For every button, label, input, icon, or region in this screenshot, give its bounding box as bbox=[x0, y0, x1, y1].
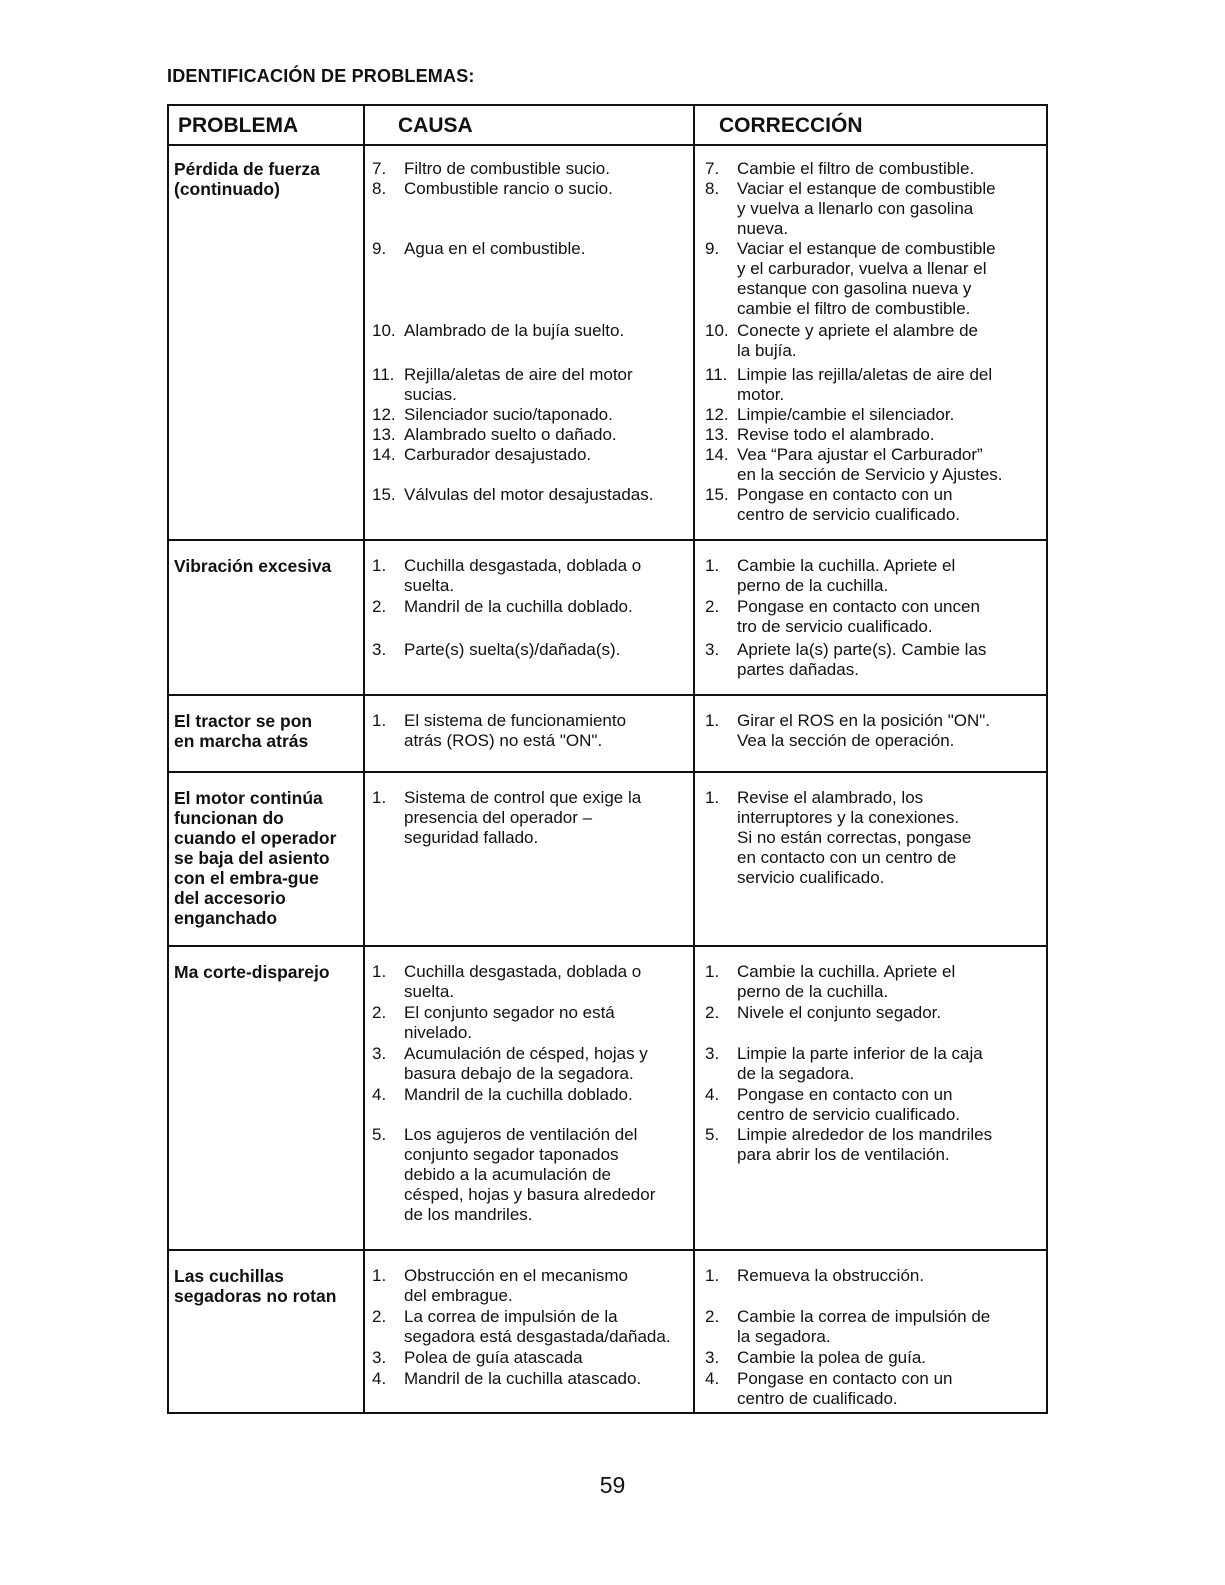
correction-item bbox=[705, 1348, 1039, 1368]
correction-item bbox=[705, 445, 1039, 485]
cause-item bbox=[372, 1003, 692, 1043]
item-number: 15. bbox=[705, 485, 729, 504]
cause-item bbox=[372, 556, 692, 596]
item-text: Cambie la polea de guía. bbox=[737, 1348, 927, 1367]
item-number: 3. bbox=[372, 1044, 387, 1063]
item-text: Cambie la correa de impulsión de la segadora. bbox=[737, 1307, 991, 1346]
item-number: 3. bbox=[372, 1348, 387, 1367]
item-text: Limpie/cambie el silenciador. bbox=[737, 405, 955, 424]
correction-item bbox=[705, 405, 1039, 425]
table-row bbox=[169, 1251, 1046, 1412]
correction-item bbox=[705, 485, 1039, 525]
item-number: 2. bbox=[705, 597, 720, 616]
cause-item bbox=[372, 485, 692, 505]
item-text: Pongase en contacto con un centro de servicio cualificado. bbox=[737, 1085, 961, 1124]
item-text: Agua en el combustible. bbox=[404, 239, 586, 258]
correction-item bbox=[705, 1125, 1039, 1165]
item-text: Apriete la(s) parte(s). Cambie las partes dañadas. bbox=[737, 640, 987, 679]
cause-item bbox=[372, 1266, 692, 1306]
correction-item bbox=[705, 179, 1039, 239]
item-text: Conecte y apriete el alambre de la bujía. bbox=[737, 321, 978, 360]
item-text: Filtro de combustible sucio. bbox=[404, 159, 610, 178]
item-number: 9. bbox=[705, 239, 720, 258]
correction-item bbox=[705, 640, 1039, 680]
cause-item bbox=[372, 179, 692, 199]
item-text: El sistema de funcionamiento atrás (ROS) no está "ON". bbox=[404, 711, 627, 750]
item-text: Válvulas del motor desajustadas. bbox=[404, 485, 654, 504]
item-number: 12. bbox=[705, 405, 729, 424]
item-text: Combustible rancio o sucio. bbox=[404, 179, 613, 198]
item-text: Parte(s) suelta(s)/dañada(s). bbox=[404, 640, 621, 659]
item-number: 2. bbox=[372, 1307, 387, 1326]
cause-item bbox=[372, 597, 692, 617]
problem-label: Ma corte-disparejo bbox=[174, 962, 330, 982]
item-number: 3. bbox=[705, 1044, 720, 1063]
correction-item bbox=[705, 239, 1039, 319]
correction-item bbox=[705, 1266, 1039, 1286]
item-number: 1. bbox=[372, 556, 387, 575]
cause-item bbox=[372, 962, 692, 1002]
item-text: La correa de impulsión de la segadora está desgastada/dañada. bbox=[404, 1307, 671, 1346]
cause-item bbox=[372, 788, 692, 848]
item-number: 7. bbox=[705, 159, 720, 178]
item-text: Acumulación de césped, hojas y basura debajo de la segadora. bbox=[404, 1044, 648, 1083]
correction-item bbox=[705, 1085, 1039, 1125]
item-number: 14. bbox=[705, 445, 729, 464]
item-number: 2. bbox=[372, 1003, 387, 1022]
item-text: Cuchilla desgastada, doblada o suelta. bbox=[404, 962, 642, 1001]
cause-item bbox=[372, 239, 692, 259]
item-text: Cambie el filtro de combustible. bbox=[737, 159, 975, 178]
item-number: 11. bbox=[372, 365, 395, 384]
table-row bbox=[169, 696, 1046, 773]
page-title: IDENTIFICACIÓN DE PROBLEMAS: bbox=[167, 66, 475, 86]
correction-item bbox=[705, 962, 1039, 1002]
item-text: Pongase en contacto con uncen tro de servicio cualificado. bbox=[737, 597, 980, 636]
item-text: Silenciador sucio/taponado. bbox=[404, 405, 613, 424]
item-text: Rejilla/aletas de aire del motor sucias. bbox=[404, 365, 633, 404]
table-row bbox=[169, 144, 1046, 541]
item-number: 3. bbox=[372, 640, 387, 659]
item-number: 1. bbox=[705, 711, 720, 730]
item-text: Cuchilla desgastada, doblada o suelta. bbox=[404, 556, 642, 595]
item-text: Limpie la parte inferior de la caja de la segadora. bbox=[737, 1044, 983, 1083]
correction-item bbox=[705, 1369, 1039, 1409]
problem-label: Pérdida de fuerza (continuado) bbox=[174, 159, 320, 199]
item-text: Girar el ROS en la posición "ON". Vea la sección de operación. bbox=[737, 711, 990, 750]
item-number: 1. bbox=[372, 711, 387, 730]
cause-item bbox=[372, 1369, 692, 1389]
item-number: 1. bbox=[705, 556, 720, 575]
correction-item bbox=[705, 425, 1039, 445]
item-number: 12. bbox=[372, 405, 396, 424]
item-text: Nivele el conjunto segador. bbox=[737, 1003, 942, 1022]
item-number: 5. bbox=[705, 1125, 720, 1144]
item-number: 4. bbox=[372, 1369, 387, 1388]
item-text: Remueva la obstrucción. bbox=[737, 1266, 925, 1285]
item-number: 10. bbox=[372, 321, 396, 340]
cause-item bbox=[372, 445, 692, 465]
item-text: Alambrado suelto o dañado. bbox=[404, 425, 617, 444]
table-row bbox=[169, 947, 1046, 1251]
item-text: Cambie la cuchilla. Apriete el perno de la cuchilla. bbox=[737, 556, 956, 595]
item-text: Pongase en contacto con un centro de servicio cualificado. bbox=[737, 485, 961, 524]
item-number: 8. bbox=[372, 179, 387, 198]
problem-label: El motor continúa funcionan do cuando el operador se baja del asiento con el embra-gue del accesorio enganchado bbox=[174, 788, 337, 928]
item-number: 15. bbox=[372, 485, 396, 504]
item-text: Revise todo el alambrado. bbox=[737, 425, 935, 444]
cause-item bbox=[372, 321, 692, 341]
item-number: 7. bbox=[372, 159, 387, 178]
item-number: 11. bbox=[705, 365, 728, 384]
problem-label: El tractor se pon en marcha atrás bbox=[174, 711, 313, 751]
cause-item bbox=[372, 1125, 692, 1225]
cause-item bbox=[372, 1085, 692, 1105]
item-number: 4. bbox=[705, 1369, 720, 1388]
item-number: 2. bbox=[705, 1307, 720, 1326]
troubleshooting-table bbox=[167, 104, 1048, 1414]
item-number: 1. bbox=[705, 962, 720, 981]
correction-item bbox=[705, 597, 1039, 637]
cause-item bbox=[372, 1307, 692, 1347]
item-text: Carburador desajustado. bbox=[404, 445, 592, 464]
item-number: 13. bbox=[372, 425, 396, 444]
item-text: Vaciar el estanque de combustible y el carburador, vuelva a llenar el estanque con gasolina nueva y cambie el filtro de combustible. bbox=[737, 239, 996, 318]
item-text: Los agujeros de ventilación del conjunto segador taponados debido a la acumulación de césped, hojas y basura alrededor de los mandriles. bbox=[404, 1125, 656, 1224]
cause-item bbox=[372, 1348, 692, 1368]
correction-item bbox=[705, 556, 1039, 596]
cause-item bbox=[372, 405, 692, 425]
cause-item bbox=[372, 425, 692, 445]
page-number: 59 bbox=[599, 1472, 626, 1498]
item-text: Mandril de la cuchilla atascado. bbox=[404, 1369, 642, 1388]
correction-item bbox=[705, 1003, 1039, 1023]
item-text: Limpie alrededor de los mandriles para abrir los de ventilación. bbox=[737, 1125, 993, 1164]
item-number: 5. bbox=[372, 1125, 387, 1144]
item-number: 1. bbox=[705, 788, 720, 807]
item-number: 4. bbox=[705, 1085, 720, 1104]
item-text: Alambrado de la bujía suelto. bbox=[404, 321, 625, 340]
header-causa: CAUSA bbox=[398, 114, 473, 137]
correction-item bbox=[705, 1307, 1039, 1347]
item-text: Vea “Para ajustar el Carburador” en la sección de Servicio y Ajustes. bbox=[737, 445, 1003, 484]
table-header bbox=[169, 106, 1046, 146]
problem-label: Las cuchillas segadoras no rotan bbox=[174, 1266, 337, 1306]
item-number: 9. bbox=[372, 239, 387, 258]
item-number: 3. bbox=[705, 640, 720, 659]
item-number: 13. bbox=[705, 425, 729, 444]
item-number: 1. bbox=[372, 788, 387, 807]
item-text: El conjunto segador no está nivelado. bbox=[404, 1003, 615, 1042]
item-number: 1. bbox=[705, 1266, 720, 1285]
problem-label: Vibración excesiva bbox=[174, 556, 332, 576]
item-text: Pongase en contacto con un centro de cualificado. bbox=[737, 1369, 953, 1408]
item-number: 2. bbox=[705, 1003, 720, 1022]
cause-item bbox=[372, 640, 692, 660]
item-text: Obstrucción en el mecanismo del embrague. bbox=[404, 1266, 628, 1305]
item-number: 8. bbox=[705, 179, 720, 198]
item-text: Polea de guía atascada bbox=[404, 1348, 583, 1367]
item-text: Cambie la cuchilla. Apriete el perno de la cuchilla. bbox=[737, 962, 956, 1001]
correction-item bbox=[705, 711, 1039, 751]
item-text: Mandril de la cuchilla doblado. bbox=[404, 1085, 633, 1104]
item-number: 3. bbox=[705, 1348, 720, 1367]
correction-item bbox=[705, 159, 1039, 179]
cause-item bbox=[372, 1044, 692, 1084]
item-number: 2. bbox=[372, 597, 387, 616]
correction-item bbox=[705, 1044, 1039, 1084]
correction-item bbox=[705, 321, 1039, 361]
item-text: Revise el alambrado, los interruptores y la conexiones. Si no están correctas, pongase en contacto con un centro de servicio cualificado. bbox=[737, 788, 972, 887]
item-number: 10. bbox=[705, 321, 729, 340]
header-problema: PROBLEMA bbox=[178, 114, 299, 137]
item-number: 4. bbox=[372, 1085, 387, 1104]
item-number: 14. bbox=[372, 445, 396, 464]
item-text: Mandril de la cuchilla doblado. bbox=[404, 597, 633, 616]
item-text: Vaciar el estanque de combustible y vuelva a llenarlo con gasolina nueva. bbox=[737, 179, 996, 238]
table-row bbox=[169, 541, 1046, 696]
correction-item bbox=[705, 365, 1039, 405]
item-number: 1. bbox=[372, 962, 387, 981]
cause-item bbox=[372, 159, 692, 179]
correction-item bbox=[705, 788, 1039, 888]
cause-item bbox=[372, 365, 692, 405]
item-text: Limpie las rejilla/aletas de aire del motor. bbox=[737, 365, 993, 404]
item-text: Sistema de control que exige la presencia del operador – seguridad fallado. bbox=[404, 788, 642, 847]
table-row bbox=[169, 773, 1046, 947]
cause-item bbox=[372, 711, 692, 751]
header-correccion: CORRECCIÓN bbox=[719, 114, 863, 137]
item-number: 1. bbox=[372, 1266, 387, 1285]
